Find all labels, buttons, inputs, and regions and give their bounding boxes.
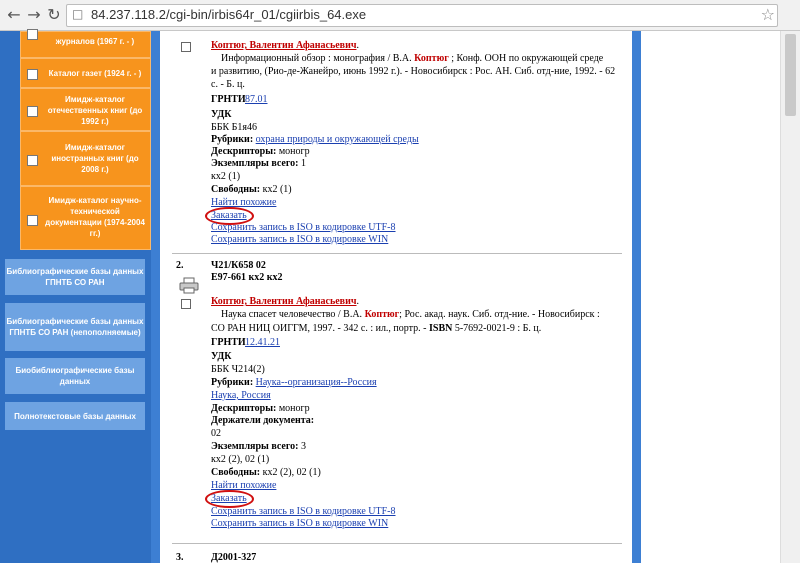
bbk-value: ББК Ч214(2) — [211, 364, 265, 375]
free-line — [211, 467, 321, 479]
record-select-checkbox[interactable] — [181, 42, 191, 52]
record-number: 2. — [176, 260, 184, 271]
copies-label: Экземпляры всего: — [211, 158, 299, 169]
record-description — [221, 309, 600, 321]
catalog-item-label: Каталог газет (1924 г. - ) — [48, 69, 142, 78]
rubric-link[interactable]: Наука--организация--Россия — [255, 377, 377, 388]
sidebar-item-bibliographic-db-archive[interactable] — [5, 303, 145, 351]
find-similar-link[interactable]: Найти похожие — [211, 480, 277, 491]
save-iso-win-link[interactable]: Сохранить запись в ISO в кодировке WIN — [211, 518, 389, 529]
copies-detail: кх2 (2), 02 (1) — [211, 454, 270, 465]
catalog-item-label: Имидж-каталог иностранных книг (до 2008 г.) — [51, 143, 139, 174]
address-bar[interactable] — [66, 4, 778, 27]
rubric-link[interactable]: Наука, Россия — [211, 390, 271, 401]
desc-text: ; Рос. акад. наук. Сиб. отд-ние. - Новосибирск : — [399, 309, 600, 320]
rubrics-label: Рубрики: — [211, 134, 254, 145]
bbk-value: ББК Б1я46 — [211, 122, 257, 133]
descriptors-label: Дескрипторы: — [211, 403, 277, 414]
grnti-link[interactable]: 87.01 — [245, 94, 268, 105]
sidebar-item-fulltext-db[interactable] — [5, 402, 145, 430]
back-arrow-icon[interactable]: ← — [7, 5, 21, 24]
record-author[interactable]: Коптюг, Валентин Афанасьевич — [211, 296, 357, 307]
sidebar-item-bibliographic-db[interactable] — [5, 259, 145, 295]
catalog-checkbox[interactable] — [27, 155, 38, 166]
descriptors-line — [211, 146, 310, 158]
copies-value: 3 — [298, 441, 306, 452]
inventory-code: Е97-661 кх2 кх2 — [211, 272, 283, 283]
record-number: 3. — [176, 552, 184, 563]
rubric-link[interactable]: охрана природы и окружающей среды — [255, 134, 419, 145]
grnti-link[interactable]: 12.41.21 — [245, 337, 280, 348]
catalog-item-newspapers[interactable] — [20, 58, 151, 88]
page-icon: □ — [72, 7, 84, 21]
record-author-dot: . — [356, 296, 359, 307]
catalog-checkbox[interactable] — [27, 215, 38, 226]
isbn-label: ISBN — [428, 323, 453, 334]
grnti-label: ГРНТИ — [211, 94, 246, 105]
catalog-item-domestic-books[interactable] — [20, 88, 151, 131]
descriptors-label: Дескрипторы: — [211, 146, 277, 157]
scrollbar-thumb[interactable] — [785, 34, 796, 116]
rubrics-line — [211, 134, 419, 146]
holders-value: 02 — [211, 428, 221, 439]
sidebar-item-label: Полнотекстовые базы данных — [14, 411, 136, 421]
save-iso-win-link[interactable]: Сохранить запись в ISO в кодировке WIN — [211, 234, 389, 245]
reload-icon[interactable]: ↻ — [47, 5, 61, 24]
record-author-line — [211, 40, 359, 52]
record-author-line — [211, 296, 359, 308]
shelf-code: Ч21/К658 02 — [211, 260, 266, 271]
copies-line — [211, 158, 306, 170]
free-line — [211, 184, 292, 196]
copies-detail: кх2 (1) — [211, 171, 241, 182]
grnti-label: ГРНТИ — [211, 337, 246, 348]
record-description — [221, 53, 603, 65]
catalog-checkbox[interactable] — [27, 69, 38, 80]
record-divider — [172, 253, 622, 254]
catalog-item-foreign-books[interactable] — [20, 131, 151, 186]
sidebar-item-label: Библиографические базы данных ГПНТБ СО РАН (непополняемые) — [6, 317, 144, 337]
desc-text: СО РАН НИЦ ОИГГМ, 1997. - 342 с. : ил., портр. - — [211, 323, 429, 334]
udk-label: УДК — [211, 351, 232, 362]
catalog-checkbox[interactable] — [27, 29, 38, 40]
copies-value: 1 — [298, 158, 306, 169]
desc-text: Информационный обзор : монография / В.А. — [221, 53, 415, 64]
rubrics-label: Рубрики: — [211, 377, 254, 388]
sidebar — [0, 31, 151, 563]
sidebar-item-biobibliographic-db[interactable] — [5, 358, 145, 394]
save-iso-utf8-link[interactable]: Сохранить запись в ISO в кодировке UTF-8 — [211, 506, 396, 517]
record-description: и развитию, (Рио-де-Жанейро, июнь 1992 г.). - Новосибирск : Рос. АН. Сиб. отд-ние, 1992. - 62 — [211, 66, 616, 77]
search-results — [160, 31, 632, 563]
udk-label: УДК — [211, 109, 232, 120]
save-iso-utf8-link[interactable]: Сохранить запись в ISO в кодировке UTF-8 — [211, 222, 396, 233]
copies-line — [211, 441, 306, 453]
printer-icon[interactable] — [179, 277, 199, 294]
find-similar-link[interactable]: Найти похожие — [211, 197, 277, 208]
catalog-item-journals[interactable] — [20, 31, 151, 58]
desc-text: Наука спасет человечество / В.А. — [221, 309, 365, 320]
forward-arrow-icon[interactable]: → — [27, 5, 41, 24]
catalog-list — [20, 31, 151, 250]
vertical-scrollbar[interactable] — [780, 31, 800, 563]
catalog-checkbox[interactable] — [27, 106, 38, 117]
copies-label: Экземпляры всего: — [211, 441, 299, 452]
record-author-dot: . — [356, 40, 359, 51]
shelf-code: Д2001-327 — [211, 552, 257, 563]
catalog-item-tech-docs[interactable] — [20, 186, 151, 250]
descriptors-value: моногр — [276, 403, 310, 414]
record-divider — [172, 543, 622, 544]
sidebar-item-label: Биобиблиографические базы данных — [15, 366, 135, 386]
bookmark-star-icon[interactable]: ☆ — [760, 5, 775, 24]
descriptors-value: моногр — [276, 146, 310, 157]
descriptors-line — [211, 403, 310, 415]
record-description: с. - Б. ц. — [211, 79, 245, 90]
holders-label: Держатели документа: — [211, 415, 315, 426]
free-value: кх2 (2), 02 (1) — [260, 467, 321, 478]
rubrics-line — [211, 377, 377, 389]
free-label: Свободны: — [211, 467, 261, 478]
free-label: Свободны: — [211, 184, 261, 195]
browser-toolbar — [0, 0, 800, 31]
order-link[interactable]: Заказать — [211, 210, 247, 221]
free-value: кх2 (1) — [260, 184, 292, 195]
order-link[interactable]: Заказать — [211, 493, 247, 504]
sidebar-item-label: Библиографические базы данных ГПНТБ СО РАН — [6, 267, 144, 287]
record-author[interactable]: Коптюг, Валентин Афанасьевич — [211, 40, 357, 51]
desc-text: 5-7692-0021-9 : Б. ц. — [452, 323, 542, 334]
url-text[interactable]: 84.237.118.2/cgi-bin/irbis64r_01/cgiirbis_64.exe — [91, 7, 367, 22]
record-select-checkbox[interactable] — [181, 299, 191, 309]
catalog-item-label: Имидж-каталог научно-технической документации (1974-2004 гг.) — [45, 196, 145, 238]
search-highlight: Коптюг — [414, 53, 449, 64]
search-highlight: Коптюг — [364, 309, 400, 320]
catalog-item-label: журналов (1967 г. - ) — [55, 37, 135, 46]
content-frame — [151, 31, 641, 563]
catalog-item-label: Имидж-каталог отечественных книг (до 1992 г.) — [47, 95, 143, 126]
desc-text: ; Конф. ООН по окружающей среде — [448, 53, 604, 64]
record-description — [211, 323, 541, 335]
